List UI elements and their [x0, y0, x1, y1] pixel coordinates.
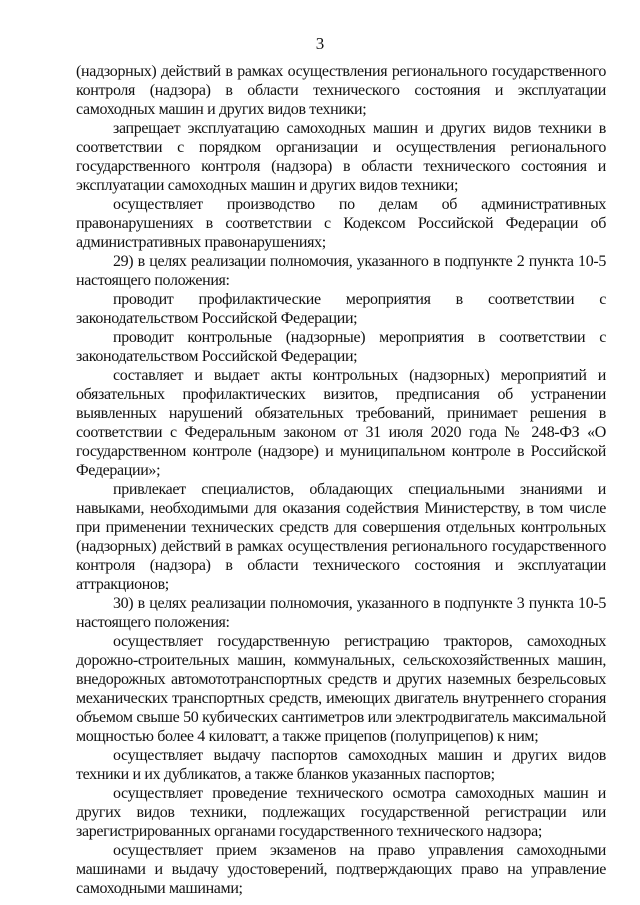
paragraph: осуществляет прием экзаменов на право управления самоходными машинами и выдачу удостоверений, подтверждающих право на управление самоходными машинами;	[76, 842, 606, 897]
paragraph: осуществляет производство по делам об административных правонарушениях в соответствии с Кодексом Российской Федерации об административных правонарушениях;	[76, 196, 606, 251]
paragraph-item-30: 30) в целях реализации полномочия, указанного в подпункте 3 пункта 10-5 настоящего положения:	[76, 595, 606, 631]
paragraph: проводит профилактические мероприятия в соответствии с законодательством Российской Федерации;	[76, 291, 606, 327]
paragraph: составляет и выдает акты контрольных (надзорных) мероприятий и обязательных профилактических визитов, предписания об устранении выявленных нарушений обязательных требований, принимает решения в соответствии с Федеральным законом от 31 июля 2020 года № 248-ФЗ «О государственном контроле (надзоре) и муниципальном контроле в Российской Федерации»;	[76, 367, 606, 479]
paragraph: запрещает эксплуатацию самоходных машин и других видов техники в соответствии с порядком организации и осуществления регионального государственного контроля (надзора) в области технического состояния и эксплуатации самоходных машин и других видов техники;	[76, 120, 606, 194]
paragraph-item-29: 29) в целях реализации полномочия, указанного в подпункте 2 пункта 10-5 настоящего положения:	[76, 253, 606, 289]
page-number: 3	[315, 34, 325, 53]
paragraph: (надзорных) действий в рамках осуществления регионального государственного контроля (надзора) в области технического состояния и эксплуатации самоходных машин и других видов техники;	[76, 63, 606, 118]
paragraph: осуществляет государственную регистрацию тракторов, самоходных дорожно-строительных машин, коммунальных, сельскохозяйственных машин, внедорожных автомототранспортных средств и других наземных безрельсовых механических транспортных средств, имеющих двигатель внутреннего сгорания объемом свыше 50 кубических сантиметров или электродвигатель максимальной мощностью более 4 киловатт, а также прицепов (полуприцепов) к ним;	[76, 633, 606, 745]
document-body	[76, 62, 606, 898]
paragraph: привлекает специалистов, обладающих специальными знаниями и навыками, необходимыми для оказания содействия Министерству, в том числе при применении технических средств для совершения отдельных контрольных (надзорных) действий в рамках осуществления регионального государственного контроля (надзора) в области технического состояния и эксплуатации аттракционов;	[76, 481, 606, 593]
paragraph: осуществляет проведение технического осмотра самоходных машин и других видов техники, подлежащих государственной регистрации или зарегистрированных органами государственного технического надзора;	[76, 785, 606, 840]
paragraph: проводит контрольные (надзорные) мероприятия в соответствии с законодательством Российской Федерации;	[76, 329, 606, 365]
paragraph: осуществляет выдачу паспортов самоходных машин и других видов техники и их дубликатов, а также бланков указанных паспортов;	[76, 747, 606, 783]
